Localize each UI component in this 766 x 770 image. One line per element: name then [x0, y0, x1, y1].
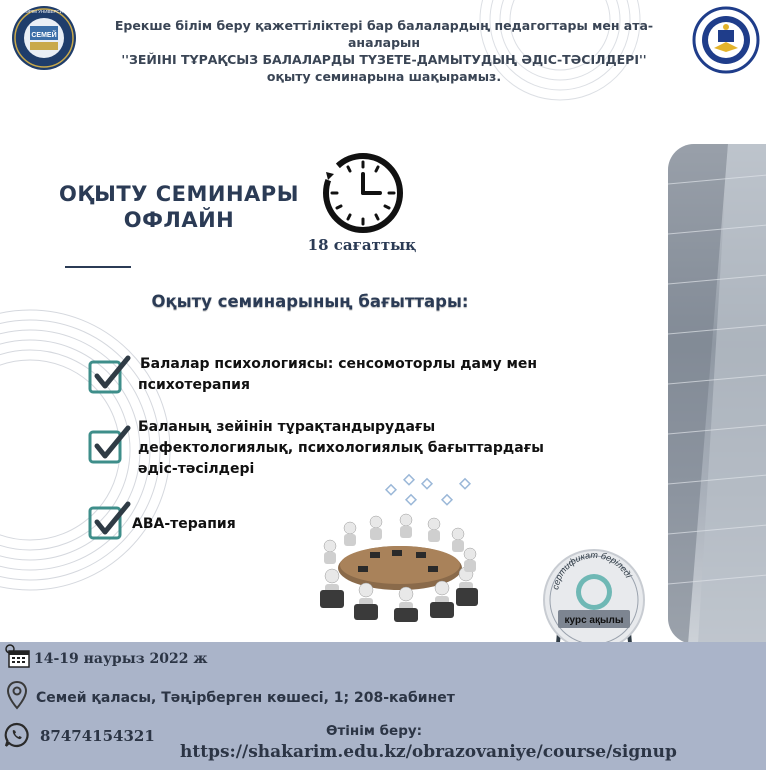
seminar-title-line-1: ОҚЫТУ СЕМИНАРЫ	[59, 182, 299, 206]
clock-icon	[318, 150, 404, 236]
signup-link[interactable]: https://shakarim.edu.kz/obrazovaniye/course/signup	[180, 742, 677, 762]
header-line-2: ''ЗЕЙІНІ ТҰРАҚСЫЗ БАЛАЛАРДЫ ТҮЗЕТЕ-ДАМЫТУДЫҢ ӘДІС-ТӘСІЛДЕРІ''	[121, 52, 647, 67]
checkbox-checked-icon	[88, 424, 132, 466]
contact-phone: 87474154321	[40, 727, 155, 745]
building-photo	[668, 144, 766, 644]
seminar-title	[40, 181, 318, 233]
calendar-icon	[4, 644, 30, 668]
apply-label: Өтінім беру:	[326, 723, 423, 739]
title-underline	[65, 266, 131, 268]
header-line-1: Ерекше білім беру қажеттіліктері бар балалардың педагогтары мен ата-аналарын	[114, 18, 654, 50]
logo-left-ring-text: ШӘКӘРІМ УНИВЕРСИТЕТІ	[15, 9, 73, 14]
location-pin-icon	[6, 680, 28, 710]
building-illustration	[668, 144, 766, 644]
directions-title: Оқыту семинарының бағыттары:	[151, 292, 469, 311]
direction-item-1-line-2: психотерапия	[138, 377, 250, 393]
badge-arc-text: сертификат беріледі	[550, 549, 634, 591]
direction-item-2-line-2: дефектологиялық, психологиялық бағыттардағы	[138, 440, 544, 456]
direction-item-2	[138, 417, 578, 480]
logo-left-text: СЕМЕЙ	[31, 32, 57, 39]
seminar-title-line-2: ОФЛАЙН	[123, 208, 235, 232]
direction-item-1	[138, 354, 578, 396]
header-line-3: оқыту семинарына шақырамыз.	[266, 69, 502, 84]
direction-item-3: ABA-терапия	[132, 516, 236, 532]
whatsapp-icon	[4, 722, 30, 748]
badge-ribbon-text: курс ақылы	[564, 615, 624, 626]
direction-item-2-line-3: әдіс-тәсілдері	[138, 461, 255, 477]
direction-item-2-line-1: Баланың зейінін тұрақтандырудағы	[138, 419, 436, 435]
institute-logo-right	[692, 6, 760, 74]
invitation-header	[84, 17, 684, 85]
university-logo-left	[8, 4, 80, 72]
checkbox-checked-icon	[88, 354, 132, 396]
meeting-table-illustration	[310, 472, 482, 624]
seminar-hours: 18 сағаттық	[307, 236, 417, 254]
checkbox-checked-icon	[88, 500, 132, 542]
direction-item-1-line-1: Балалар психологиясы: сенсомоторлы даму мен	[140, 356, 538, 372]
event-address: Семей қаласы, Тәңірберген көшесі, 1; 208-кабинет	[36, 690, 455, 706]
event-date: 14-19 наурыз 2022 ж	[34, 651, 208, 667]
